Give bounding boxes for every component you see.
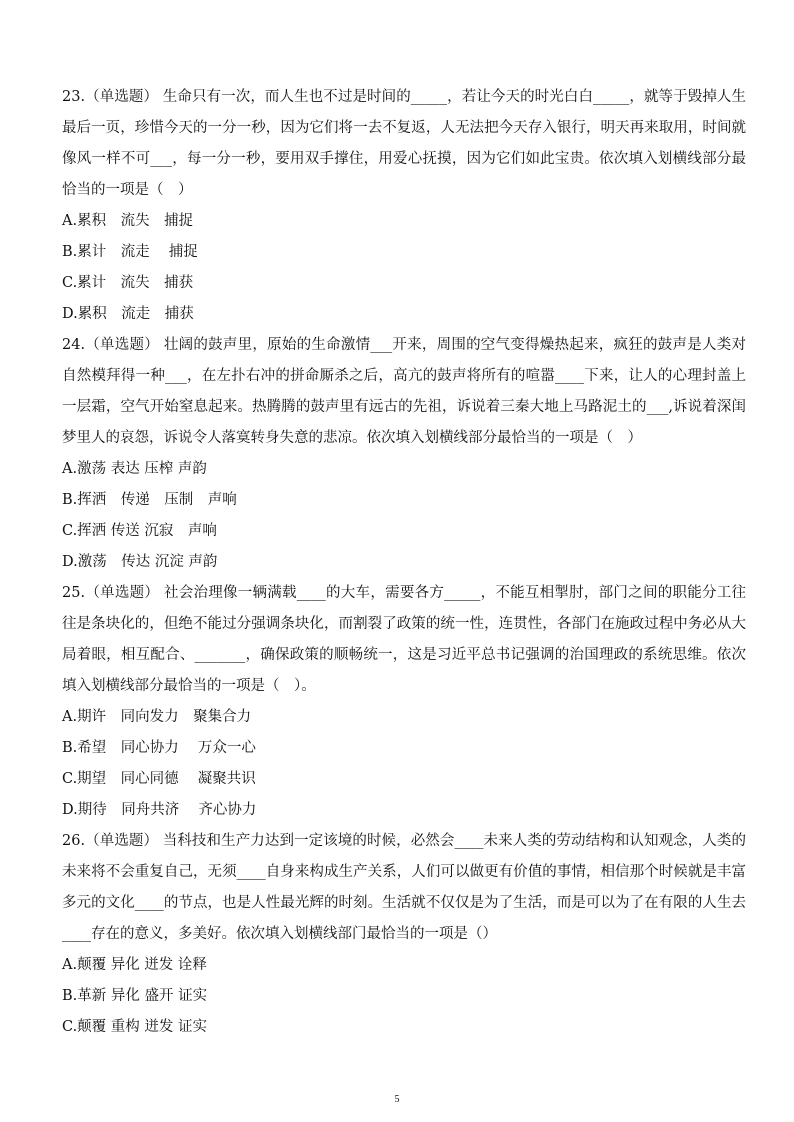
question-list bbox=[62, 82, 746, 1043]
option-a: A.累积 流失 捕捉 bbox=[62, 213, 194, 229]
question-stem: 23.（单选题） 生命只有一次，而人生也不过是时间的_____，若让今天的时光白白_____，就等于毁掉人生最后一页，珍惜今天的一分一秒，因为它们将一去不复返，人无法把今天存入银行，明天再来取用，时间就像风一样不可___，每一分一秒，要用双手撑住，用爱心抚摸，因为它们如此宝贵。依次填入划横线部分最恰当的一项是（ ） bbox=[62, 89, 746, 198]
question-26 bbox=[62, 826, 746, 1043]
page-number: 5 bbox=[394, 1094, 400, 1105]
question-24 bbox=[62, 330, 746, 578]
option-a: A.激荡 表达 压榨 声韵 bbox=[62, 461, 207, 477]
question-25 bbox=[62, 578, 746, 826]
option-c: C.期望 同心同德 凝聚共识 bbox=[62, 771, 256, 787]
option-b: B.希望 同心协力 万众一心 bbox=[62, 740, 256, 756]
question-23 bbox=[62, 82, 746, 330]
option-c: C.颠覆 重构 迸发 证实 bbox=[62, 1019, 208, 1035]
option-b: B.挥洒 传递 压制 声响 bbox=[62, 492, 237, 508]
option-a: A.颠覆 异化 迸发 诠释 bbox=[62, 957, 207, 973]
option-a: A.期许 同向发力 聚集合力 bbox=[62, 709, 252, 725]
option-c: C.挥洒 传送 沉寂 声响 bbox=[62, 523, 217, 539]
question-stem: 26.（单选题） 当科技和生产力达到一定该境的时候，必然会____未来人类的劳动结构和认知观念，人类的未来将不会重复自己，无须____自身来构成生产关系，人们可以做更有价值的事情，相信那个时候就是丰富多元的文化____的节点，也是人性最光辉的时刻。生活就不仅仅是为了生活，而是可以为了在有限的人生去____存在的意义，多美好。依次填入划横线部门最恰当的一项是（） bbox=[62, 833, 746, 942]
option-b: B.革新 异化 盛开 证实 bbox=[62, 988, 208, 1004]
question-stem: 24.（单选题） 壮阔的鼓声里，原始的生命激情___开来，周围的空气变得燥热起来，疯狂的鼓声是人类对自然模拜得一种___，在左扑右冲的拼命厮杀之后，高亢的鼓声将所有的喧嚣____下来，让人的心理封盖上一层霜，空气开始窒息起来。热腾腾的鼓声里有远古的先祖，诉说着三秦大地上马路泥土的___,诉说着深闺梦里人的哀怨，诉说令人落寞转身失意的悲凉。依次填入划横线部分最恰当的一项是（ ） bbox=[62, 337, 746, 446]
option-b: B.累计 流走 捕捉 bbox=[62, 244, 198, 260]
option-d: D.累积 流走 捕获 bbox=[62, 306, 194, 322]
question-stem: 25.（单选题） 社会治理像一辆满载____的大车，需要各方_____，不能互相掣肘，部门之间的职能分工往往是条块化的，但绝不能过分强调条块化，而割裂了政策的统一性，连贯性，各部门在施政过程中务必从大局着眼，相互配合、_______，确保政策的顺畅统一，这是习近平总书记强调的治国理政的系统思维。依次填入划横线部分最恰当的一项是（ ）。 bbox=[62, 585, 746, 694]
option-d: D.激荡 传达 沉淀 声韵 bbox=[62, 554, 218, 570]
option-c: C.累计 流失 捕获 bbox=[62, 275, 194, 291]
option-d: D.期待 同舟共济 齐心协力 bbox=[62, 802, 257, 818]
